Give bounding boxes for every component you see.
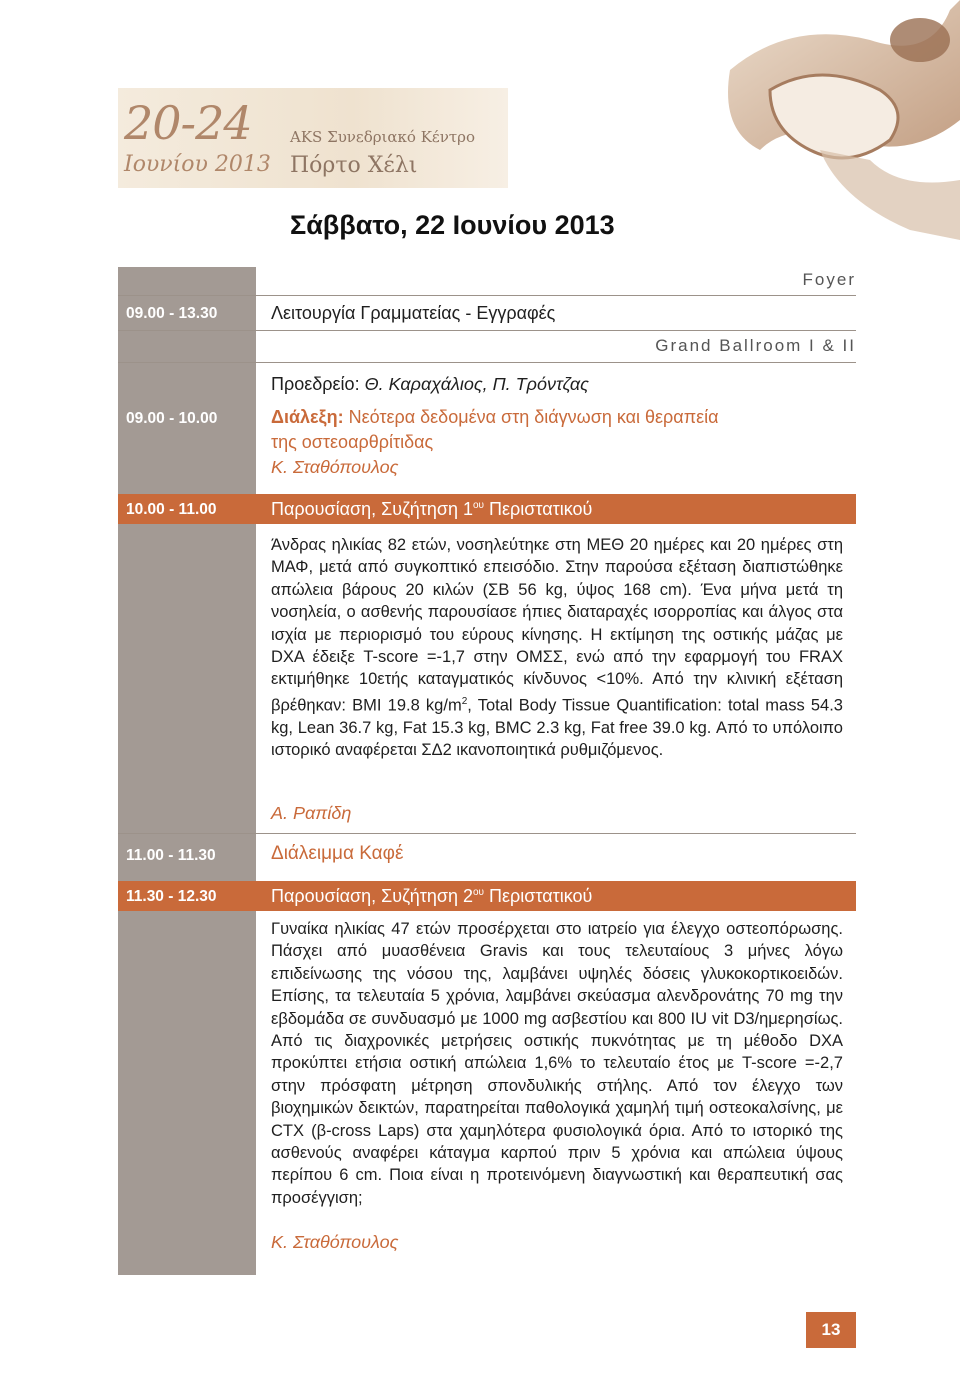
divider: [118, 833, 856, 834]
chairs-label: Προεδρείο:: [271, 374, 365, 394]
case2-title: Παρουσίαση, Συζήτηση $2^{o\upsilon}$ Περιστατικού: [271, 886, 593, 906]
divider: [118, 295, 856, 296]
case1-description: Άνδρας ηλικίας 82 ετών, νοσηλεύτηκε στη ΜΕΘ 20 ημέρες και 20 ημέρες στη ΜΑΦ, μετά από συγκοπτικό επεισόδιο. Στην παρούσα εξέταση διαπιστώθηκε απώλεια βάρους 20 κιλών (ΣΒ 56 kg, ύψος 168 cm). Ένα μήνα μετά τη νοσηλεία, ο ασθενής παρουσίασε ήπιες διαταραχές ισορροπίας και άλγος στα ισχία με περιορισμό του εύρους κίνησης. Η εκτίμηση της οστικής μάζας με DXA έδειξε T-score =-1,7 στην ΟΜΣΣ, ενώ από την εφαρμογή του FRAX εκτιμήθηκε 10ετής καταγματικός κίνδυνος <10%. Από την κλινική εξέταση βρέθηκαν: BMI 19.8 $kg/m^2$, Total Body Tissue Quantification: total mass 54.3 kg, Lean 36.7 kg, Fat 15.3 kg, BMC 2.3 kg, Fat free 39.0 kg. Από το υπόλοιπο ιστορικό αναφέρεται ΣΔ2 ικανοποιητικά ρυθμιζόμενος.: [271, 536, 843, 760]
time-registration: 09.00 - 13.30: [126, 305, 218, 322]
registration-title: Λειτουργία Γραμματείας - Εγγραφές: [271, 303, 556, 323]
lecture-title-line2: της οστεοαρθρίτιδας: [271, 432, 434, 452]
event-dates: 20-24: [124, 96, 252, 150]
case2-header: [118, 881, 856, 911]
divider: [118, 362, 856, 363]
day-title: Σάββατο, 22 Ιουνίου 2013: [290, 210, 615, 240]
room-foyer: Foyer: [802, 270, 856, 289]
divider: [118, 330, 856, 331]
coffee-break: Διάλειμμα Καφέ: [271, 843, 404, 864]
lecture-author: Κ. Σταθόπουλος: [271, 457, 399, 477]
decorative-sculpture-image: [670, 0, 960, 240]
chairs-names: Θ. Καραχάλιος, Π. Τρόντζας: [364, 374, 589, 394]
chairs: [271, 373, 843, 395]
room-ballroom: Grand Ballroom I & II: [655, 336, 856, 355]
time-case2: 11.30 - 12.30: [126, 888, 217, 905]
venue-center: AKS Συνεδριακό Κέντρο: [290, 128, 475, 146]
case1-header: [118, 494, 856, 524]
case2-description: Γυναίκα ηλικίας 47 ετών προσέρχεται στο ιατρείο για έλεγχο οστεοπόρωσης. Πάσχει από μυασθένεια Gravis και τους τελευταίους 3 μήνες λόγω επιδείνωσης της νόσου της, λαμβάνει υψηλές δόσεις γλυκοκορτικοειδών. Επίσης, τα τελευταία 5 χρόνια, λαμβάνει σκεύασμα αλενδρονάτης 70 mg την εβδομάδα σε συνδυασμό με 1000 mg ασβεστίου και 800 IU vit D3/ημερησίως. Από τις διαχρονικές μετρήσεις οστικής πυκνότητας με τη μέθοδο DXA προκύπτει ετήσια οστική απώλεια 1,6% το τελευταίο έτος με T-score =-2,7 στην πρόσφατη μέτρηση σπονδυλικής στήλης. Από τον έλεγχο των βιοχημικών δεικτών, παρατηρείται παθολογικά χαμηλή τιμή οστεοκαλσίνης, με CTX (β-cross Laps) στα χαμηλότερα φυσιολογικά όρια. Από το ιστορικό της ασθενούς αναφέρει κάταγμα καρπού πριν 5 χρόνια και απώλεια ύψους περίπου 6 cm. Ποια είναι η προτεινόμενη διαγνωστική και θεραπευτική σας προσέγγιση;: [271, 920, 843, 1207]
page-number: 13: [806, 1312, 856, 1348]
time-coffee: 11.00 - 11.30: [126, 847, 216, 864]
case1-title: Παρουσίαση, Συζήτηση $1^{o\upsilon}$ Περιστατικού: [271, 499, 593, 519]
venue-location: Πόρτο Χέλι: [290, 153, 418, 178]
lecture-title-line1: Νεότερα δεδομένα στη διάγνωση και θεραπεία: [343, 407, 719, 427]
case2-author: Κ. Σταθόπουλος: [271, 1232, 399, 1252]
time-case1: 10.00 - 11.00: [126, 501, 217, 518]
event-month-year: Ιουνίου 2013: [124, 152, 271, 177]
time-lecture: 09.00 - 10.00: [126, 410, 218, 427]
lecture-title: [271, 406, 843, 428]
lecture-label: Διάλεξη:: [271, 407, 344, 427]
case1-author: Α. Ραπίδη: [271, 803, 352, 823]
